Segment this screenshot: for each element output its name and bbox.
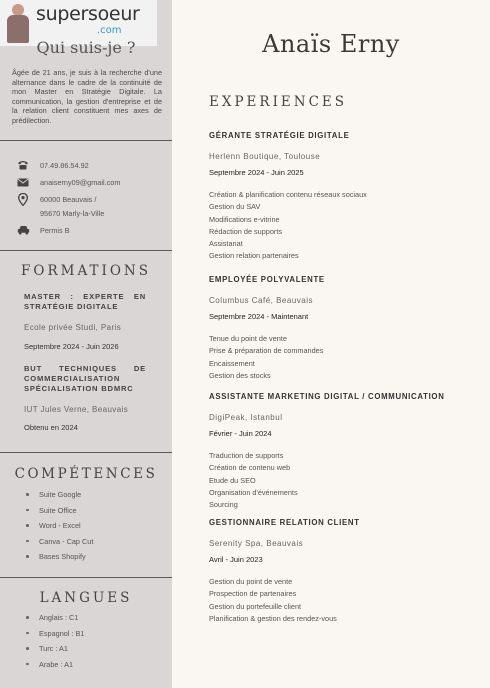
list-item: Prospection de partenaires <box>209 589 297 599</box>
job-tasks <box>209 451 479 512</box>
formation-date: Obtenu en 2024 <box>24 423 78 432</box>
job-company: DigiPeak, Istanbul <box>209 413 283 422</box>
list-item: Gestion relation partenaires <box>209 251 299 261</box>
list-item: Traduction de supports <box>209 451 284 460</box>
divider <box>0 577 172 578</box>
list-item: Prise & préparation de commandes <box>209 346 324 356</box>
about-title: Qui suis-je ? <box>36 38 136 57</box>
contact-email <box>16 176 121 188</box>
list-item: Modifications e-vitrine <box>209 214 280 224</box>
list-item: Gestion du point de vente <box>209 577 293 586</box>
list-item: Arabe : A1 <box>24 660 84 676</box>
list-item: Rédaction de supports <box>209 226 283 236</box>
formation-school: IUT Jules Verne, Beauvais <box>24 405 129 414</box>
phone-icon <box>16 159 30 171</box>
job-title: EMPLOYÉE POLYVALENTE <box>209 275 325 284</box>
formation-school: Ecole privée Studi, Paris <box>24 323 122 332</box>
about-text: Âgée de 21 ans, je suis à la recherche d'une alternance dans le cadre de la continuité de mon Master en Stratégie Digitale. La communication, la gestion d'entreprise et de la relation client constituent mes axes de prédilection. <box>12 68 162 125</box>
formations-heading: FORMATIONS <box>21 263 151 279</box>
experiences-heading: EXPERIENCES <box>209 94 348 110</box>
experience-entry <box>209 518 479 626</box>
job-tasks <box>209 577 479 626</box>
experience-entry <box>209 392 479 512</box>
formation-title: MASTER : EXPERTE EN STRATÉGIE DIGITALE <box>24 292 146 311</box>
sidebar <box>0 0 172 688</box>
logo-text: supersoeur <box>36 3 140 25</box>
list-item: Gestion des stocks <box>209 370 271 380</box>
divider <box>0 250 172 251</box>
job-tasks <box>209 334 479 383</box>
list-item: Anglais : C1 <box>24 613 84 629</box>
list-item: Organisation d'événements <box>209 487 298 497</box>
contact-license <box>16 224 70 236</box>
car-icon <box>16 224 30 236</box>
list-item: Canva - Cap Cut <box>24 537 93 553</box>
job-date: Avril - Juin 2023 <box>209 555 263 564</box>
address-line-1: 60000 Beauvais / <box>40 194 97 204</box>
divider <box>0 452 172 453</box>
list-item: Gestion du SAV <box>209 202 261 212</box>
contact-phone <box>16 159 89 171</box>
list-item: Création de contenu web <box>209 463 291 473</box>
phone-number: 07.49.86.54.92 <box>40 160 89 170</box>
job-title: GÉRANTE STRATÉGIE DIGITALE <box>209 131 350 140</box>
contact-address <box>16 193 97 205</box>
address-line-2: 95670 Marly-la-Ville <box>40 209 105 218</box>
list-item: Suite Google <box>24 490 93 506</box>
list-item: Sourcing <box>209 500 238 510</box>
logo-domain: .com <box>97 25 122 36</box>
list-item: Espagnol : B1 <box>24 629 84 645</box>
experience-entry <box>209 275 479 383</box>
list-item: Word - Excel <box>24 521 93 537</box>
job-date: Février - Juin 2024 <box>209 429 272 438</box>
logo-person-icon <box>4 3 30 43</box>
list-item: Encaissement <box>209 358 255 368</box>
list-item: Tenue du point de vente <box>209 334 287 343</box>
formation-title: BUT TECHNIQUES DE COMMERCIALISATION SPÉCIALISATION BDMRC <box>24 364 146 393</box>
list-item: Gestion du portefeuille client <box>209 601 302 611</box>
list-item: Planification & gestion des rendez-vous <box>209 613 337 623</box>
job-title: ASSISTANTE MARKETING DIGITAL / COMMUNICATION <box>209 392 445 401</box>
competences-list <box>24 490 93 568</box>
list-item: Etude du SEO <box>209 475 256 485</box>
candidate-name: Anaïs Erny <box>262 30 400 58</box>
divider <box>0 140 172 141</box>
job-tasks <box>209 190 479 264</box>
langues-list <box>24 613 84 675</box>
list-item: Création & planification contenu réseaux sociaux <box>209 190 367 199</box>
list-item: Suite Office <box>24 506 93 522</box>
formation-date: Septembre 2024 - Juin 2026 <box>24 342 119 351</box>
job-title: GESTIONNAIRE RELATION CLIENT <box>209 518 360 527</box>
list-item: Bases Shopify <box>24 552 93 568</box>
job-date: Septembre 2024 - Juin 2025 <box>209 168 304 177</box>
competences-heading: COMPÉTENCES <box>14 466 158 482</box>
langues-heading: LANGUES <box>39 590 133 606</box>
job-company: Columbus Café, Beauvais <box>209 296 313 305</box>
job-date: Septembre 2024 - Maintenant <box>209 312 309 321</box>
email-address[interactable]: anaiserny09@gmail.com <box>40 177 121 187</box>
experience-entry <box>209 131 479 264</box>
envelope-icon <box>16 176 30 188</box>
driving-license: Permis B <box>40 225 70 235</box>
list-item: Turc : A1 <box>24 644 84 660</box>
location-pin-icon <box>16 193 30 205</box>
list-item: Assistanat <box>209 239 243 249</box>
job-company: Serenity Spa, Beauvais <box>209 539 304 548</box>
job-company: Herlenn Boutique, Toulouse <box>209 152 321 161</box>
